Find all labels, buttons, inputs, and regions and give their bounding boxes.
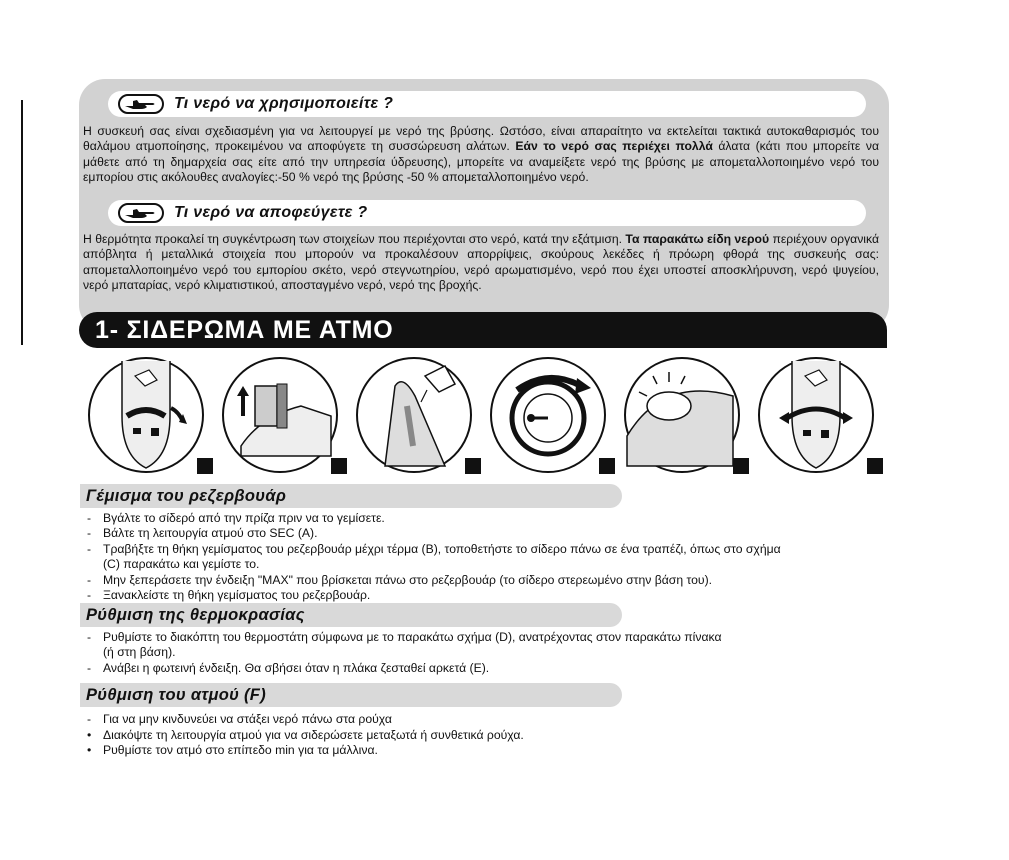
- water-avoid-heading: [108, 200, 866, 226]
- list-item: - Για να μην κινδυνεύει να στάξει νερό πάνω στα ρούχα: [87, 712, 887, 727]
- iron-light-icon: [623, 356, 741, 474]
- water-avoid-text: Η θερμότητα προκαλεί τη συγκέντρωση των στοιχείων που περιέχονται στο νερό, κατά την εξάτμιση. Τα παρακάτω είδη νερού περιέχουν οργανικά απόβλητα ή μεταλλικά στοιχεία που μπορούν να προκαλέσουν απορρίψεις, σκούρους λεκέδες ή πρόωρη φθορά της συσκευής σας: απομεταλλοποιημένο νερό του εμπορίου σκέτο, νερό στεγνωτηρίου, νερό αρωματισμένο, νερό που έχει υποστεί αποσκλήρυνση, νερό ψυγείου, νερό μπαταρίας, νερό κλιματιστικού, αποσταγμένο νερό, νερό της βροχής.: [83, 232, 879, 292]
- list-item: - Βγάλτε το σίδερό από την πρίζα πριν να το γεμίσετε.: [87, 511, 887, 526]
- list-item: - Μην ξεπεράσετε την ένδειξη "MAX" που βρίσκεται πάνω στο ρεζερβουάρ (το σίδερο στερεωμένο στην βάση του).: [87, 573, 887, 588]
- steam-list: [87, 712, 887, 727]
- pointing-hand-icon: [118, 203, 164, 223]
- steam-title: Ρύθμιση του ατμού (F): [86, 685, 266, 704]
- figure-marker: [599, 458, 615, 474]
- thermostat-dial-icon: [489, 356, 607, 474]
- list-item: • Διακόψτε τη λειτουργία ατμού για να σιδερώσετε μεταξωτά ή συνθετικά ρούχα.: [87, 728, 887, 743]
- filling-list: [87, 511, 887, 603]
- margin-rule: [21, 100, 23, 345]
- list-item: - Βάλτε τη λειτουργία ατμού στο SEC (A).: [87, 526, 887, 541]
- iron-tank-icon: [221, 356, 339, 474]
- section-title: 1- ΣΙΔΕΡΩΜΑ ΜΕ ΑΤΜΟ: [95, 315, 394, 344]
- pointing-hand-icon: [118, 94, 164, 114]
- steam-bullets: [87, 728, 887, 759]
- figure-marker: [867, 458, 883, 474]
- iron-dial-icon: [87, 356, 205, 474]
- list-item: - Ανάβει η φωτεινή ένδειξη. Θα σβήσει όταν η πλάκα ζεσταθεί αρκετά (E).: [87, 661, 887, 676]
- steam-dial-icon: [757, 356, 875, 474]
- list-item: - Ρυθμίστε το διακόπτη του θερμοστάτη σύμφωνα με το παρακάτω σχήμα (D), ανατρέχοντας στον παρακάτω πίνακα (ή στη βάση).: [87, 630, 887, 661]
- filling-title: Γέμισμα του ρεζερβουάρ: [86, 486, 287, 505]
- steam-heading: [80, 683, 622, 707]
- figure-marker: [465, 458, 481, 474]
- temperature-heading: [80, 603, 622, 627]
- section-banner: [79, 312, 887, 348]
- list-item: - Ξανακλείστε τη θήκη γεμίσματος του ρεζερβουάρ.: [87, 588, 887, 603]
- water-use-heading: [108, 91, 866, 117]
- list-item: - Τραβήξτε τη θήκη γεμίσματος του ρεζερβουάρ μέχρι τέρμα (B), τοποθετήστε το σίδερο πάνω σε ένα τραπέζι, όπως στο σχήμα (C) παρακάτω και γεμίστε το.: [87, 542, 887, 573]
- water-use-text: Η συσκευή σας είναι σχεδιασμένη για να λειτουργεί με νερό της βρύσης. Ωστόσο, είναι απαραίτητο να εκτελείται τακτικά αυτοκαθαρισμός του θαλάμου ατμοποίησης, προκειμένου να αποφύγετε τη συσσώρευση αλάτων. Εάν το νερό σας περιέχει πολλά άλατα (κάτι που μπορείτε να μάθετε από τη δημαρχεία σας είτε από την υπηρεσία ύδρευσης), μπορείτε να αναμείξετε νερό της βρύσης με απομεταλλοποιημένο νερό του εμπορίου στις ακόλουθες αναλογίες:-50 % νερό της βρύσης -50 % απομεταλλοποιημένο νερό.: [83, 124, 879, 184]
- water-avoid-title: Τι νερό να αποφεύγετε ?: [174, 204, 368, 221]
- water-use-title: Τι νερό να χρησιμοποιείτε ?: [174, 95, 394, 112]
- figure-marker: [331, 458, 347, 474]
- iron-filling-icon: [355, 356, 473, 474]
- list-item: • Ρυθμίστε τον ατμό στο επίπεδο min για τα μάλλινα.: [87, 743, 887, 758]
- figure-marker: [733, 458, 749, 474]
- temperature-list: [87, 630, 887, 676]
- temperature-title: Ρύθμιση της θερμοκρασίας: [86, 605, 305, 624]
- filling-heading: [80, 484, 622, 508]
- figure-marker: [197, 458, 213, 474]
